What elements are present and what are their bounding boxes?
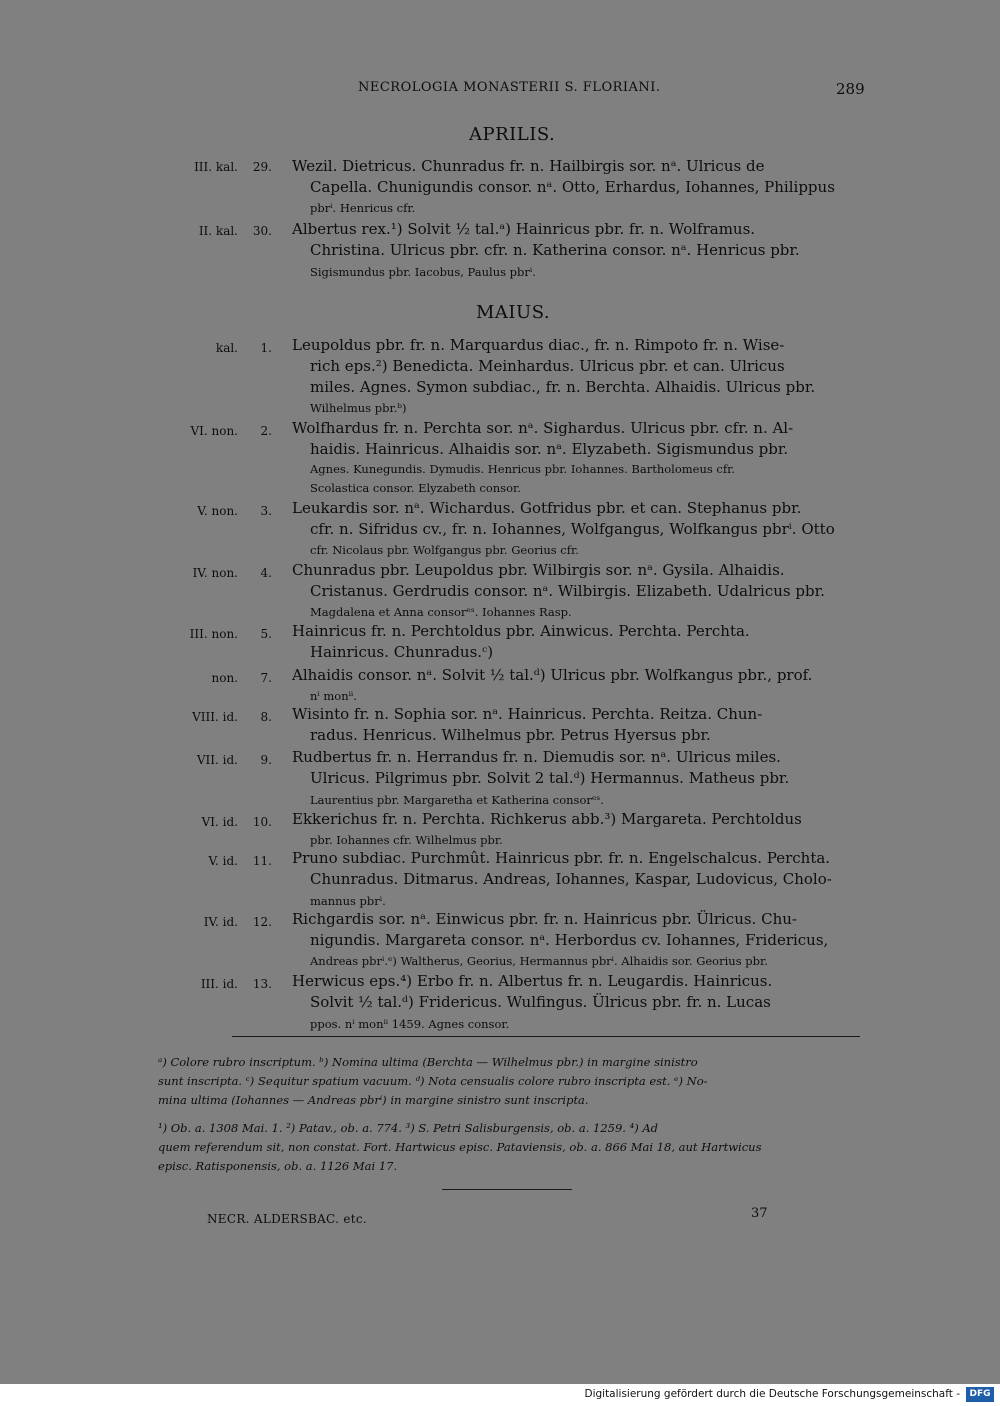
entry-line: Rudbertus fr. n. Herrandus fr. n. Diemudis sor. nᵃ. Ulricus miles. [292,748,781,766]
page-number: 289 [836,80,865,98]
day-label: kal. [215,341,238,355]
divider-rule [232,1036,860,1037]
day-label: V. non. [197,504,238,518]
entry-line: Chunradus. Ditmarus. Andreas, Iohannes, Kaspar, Ludovicus, Cholo- [310,870,832,888]
entry-line: Scolastica consor. Elyzabeth consor. [310,481,521,495]
entry-line: pbr. Iohannes cfr. Wilhelmus pbr. [310,833,503,847]
day-number: 30. [252,224,272,238]
entry-line: Magdalena et Anna consorᵉˢ. Iohannes Rasp. [310,605,572,619]
entry-line: Wilhelmus pbr.ᵇ) [310,401,407,415]
entry-line: Hainricus fr. n. Perchtoldus pbr. Ainwicus. Perchta. Perchta. [292,622,750,640]
day-label: II. kal. [198,224,238,238]
entry-line: Hainricus. Chunradus.ᶜ) [310,643,494,661]
entry-line: miles. Agnes. Symon subdiac., fr. n. Berchta. Alhaidis. Ulricus pbr. [310,378,816,396]
dfg-logo-icon: DFG [966,1387,994,1402]
day-label: III. non. [189,627,238,641]
entry-line: Wolfhardus fr. n. Perchta sor. nᵃ. Sighardus. Ulricus pbr. cfr. n. Al- [292,419,794,437]
month-title-maius: MAIUS. [476,302,551,323]
day-label: IV. id. [203,915,238,929]
dfg-credit-bar [0,1384,1000,1406]
day-number: 12. [252,915,272,929]
entry-line: Chunradus pbr. Leupoldus pbr. Wilbirgis sor. nᵃ. Gysila. Alhaidis. [292,561,785,579]
entry-line: Wezil. Dietricus. Chunradus fr. n. Hailbirgis sor. nᵃ. Ulricus de [292,157,765,175]
entry-line: cfr. n. Sifridus cv., fr. n. Iohannes, Wolfgangus, Wolfkangus pbrⁱ. Otto [310,520,835,538]
footnote-line: sunt inscripta. ᶜ) Sequitur spatium vacuum. ᵈ) Nota censualis colore rubro inscripta est. ᵉ) No- [158,1074,708,1088]
month-title-aprilis: APRILIS. [469,124,556,145]
entry-line: ppos. nⁱ monⁱⁱ 1459. Agnes consor. [310,1017,510,1031]
day-number: 7. [260,671,272,685]
entry-line: Capella. Chunigundis consor. nᵃ. Otto, Erhardus, Iohannes, Philippus [310,178,835,196]
entry-line: Leupoldus pbr. fr. n. Marquardus diac., fr. n. Rimpoto fr. n. Wise- [292,336,785,354]
day-label: IV. non. [192,566,238,580]
entry-line: pbrⁱ. Henricus cfr. [310,201,416,215]
footnote-line: quem referendum sit, non constat. Fort. Hartwicus episc. Pataviensis, ob. a. 866 Mai 18, aut Hartwicus [158,1140,762,1154]
footnote-line: ᵃ) Colore rubro inscriptum. ᵇ) Nomina ultima (Berchta — Wilhelmus pbr.) in margine sinistro [158,1055,698,1069]
entry-line: Alhaidis consor. nᵃ. Solvit ½ tal.ᵈ) Ulricus pbr. Wolfkangus pbr., prof. [292,666,813,684]
day-label: non. [211,671,238,685]
day-label: VII. id. [196,753,238,767]
entry-line: cfr. Nicolaus pbr. Wolfgangus pbr. Georius cfr. [310,543,579,557]
entry-line: Christina. Ulricus pbr. cfr. n. Katherina consor. nᵃ. Henricus pbr. [310,241,800,259]
dfg-credit-text: Digitalisierung gefördert durch die Deutsche Forschungsgemeinschaft - [584,1388,960,1400]
entry-line: Agnes. Kunegundis. Dymudis. Henricus pbr. Iohannes. Bartholomeus cfr. [310,462,736,476]
day-label: III. id. [200,977,238,991]
day-number: 9. [260,753,272,767]
entry-line: Solvit ½ tal.ᵈ) Fridericus. Wulfingus. Ülricus pbr. fr. n. Lucas [310,993,771,1011]
footnote-line: ¹) Ob. a. 1308 Mai. 1. ²) Patav., ob. a. 774. ³) S. Petri Salisburgensis, ob. a. 1259. ⁴) Ad [158,1121,659,1135]
day-number: 8. [260,710,272,724]
day-number: 1. [260,341,272,355]
entry-line: Leukardis sor. nᵃ. Wichardus. Gotfridus pbr. et can. Stephanus pbr. [292,499,802,517]
entry-line: mannus pbrⁱ. [310,894,386,908]
day-label: VIII. id. [192,710,238,724]
entry-line: nⁱ monⁱⁱ. [310,689,357,703]
day-label: VI. non. [190,424,238,438]
entry-line: haidis. Hainricus. Alhaidis sor. nᵃ. Elyzabeth. Sigismundus pbr. [310,440,789,458]
entry-line: Ekkerichus fr. n. Perchta. Richkerus abb.³) Margareta. Perchtoldus [292,810,802,828]
signature-number: 37 [751,1206,768,1221]
day-number: 4. [260,566,272,580]
entry-line: rich eps.²) Benedicta. Meinhardus. Ulricus pbr. et can. Ulricus [310,357,785,375]
end-rule [442,1189,572,1190]
entry-line: Ulricus. Pilgrimus pbr. Solvit 2 tal.ᵈ) Hermannus. Matheus pbr. [310,769,790,787]
day-label: V. id. [208,854,238,868]
entry-line: Pruno subdiac. Purchmût. Hainricus pbr. fr. n. Engelschalcus. Perchta. [292,849,831,867]
entry-line: radus. Henricus. Wilhelmus pbr. Petrus Hyersus pbr. [310,726,711,744]
day-number: 10. [252,815,272,829]
day-label: VI. id. [201,815,238,829]
entry-line: nigundis. Margareta consor. nᵃ. Herbordus cv. Iohannes, Fridericus, [310,931,829,949]
entry-line: Albertus rex.¹) Solvit ½ tal.ᵃ) Hainricus pbr. fr. n. Wolframus. [292,220,756,238]
day-number: 5. [260,627,272,641]
entry-line: Andreas pbrⁱ.ᵉ) Waltherus, Georius, Hermannus pbrⁱ. Alhaidis sor. Georius pbr. [310,954,768,968]
running-title: NECROLOGIA MONASTERII S. FLORIANI. [358,80,661,95]
signature-mark: NECR. ALDERSBAC. etc. [207,1212,368,1226]
day-number: 29. [252,160,272,174]
footnote-line: episc. Ratisponensis, ob. a. 1126 Mai 17. [158,1159,398,1173]
day-label: III. kal. [194,160,238,174]
entry-line: Richgardis sor. nᵃ. Einwicus pbr. fr. n. Hainricus pbr. Ülricus. Chu- [292,910,797,928]
day-number: 11. [252,854,272,868]
entry-line: Herwicus eps.⁴) Erbo fr. n. Albertus fr. n. Leugardis. Hainricus. [292,972,773,990]
footnote-line: mina ultima (Iohannes — Andreas pbrⁱ) in margine sinistro sunt inscripta. [158,1093,589,1107]
day-number: 13. [252,977,272,991]
day-number: 2. [260,424,272,438]
entry-line: Cristanus. Gerdrudis consor. nᵃ. Wilbirgis. Elizabeth. Udalricus pbr. [310,582,825,600]
entry-line: Laurentius pbr. Margaretha et Katherina consorᵉˢ. [310,793,604,807]
entry-line: Sigismundus pbr. Iacobus, Paulus pbrⁱ. [310,265,536,279]
day-number: 3. [260,504,272,518]
entry-line: Wisinto fr. n. Sophia sor. nᵃ. Hainricus. Perchta. Reitza. Chun- [292,705,763,723]
